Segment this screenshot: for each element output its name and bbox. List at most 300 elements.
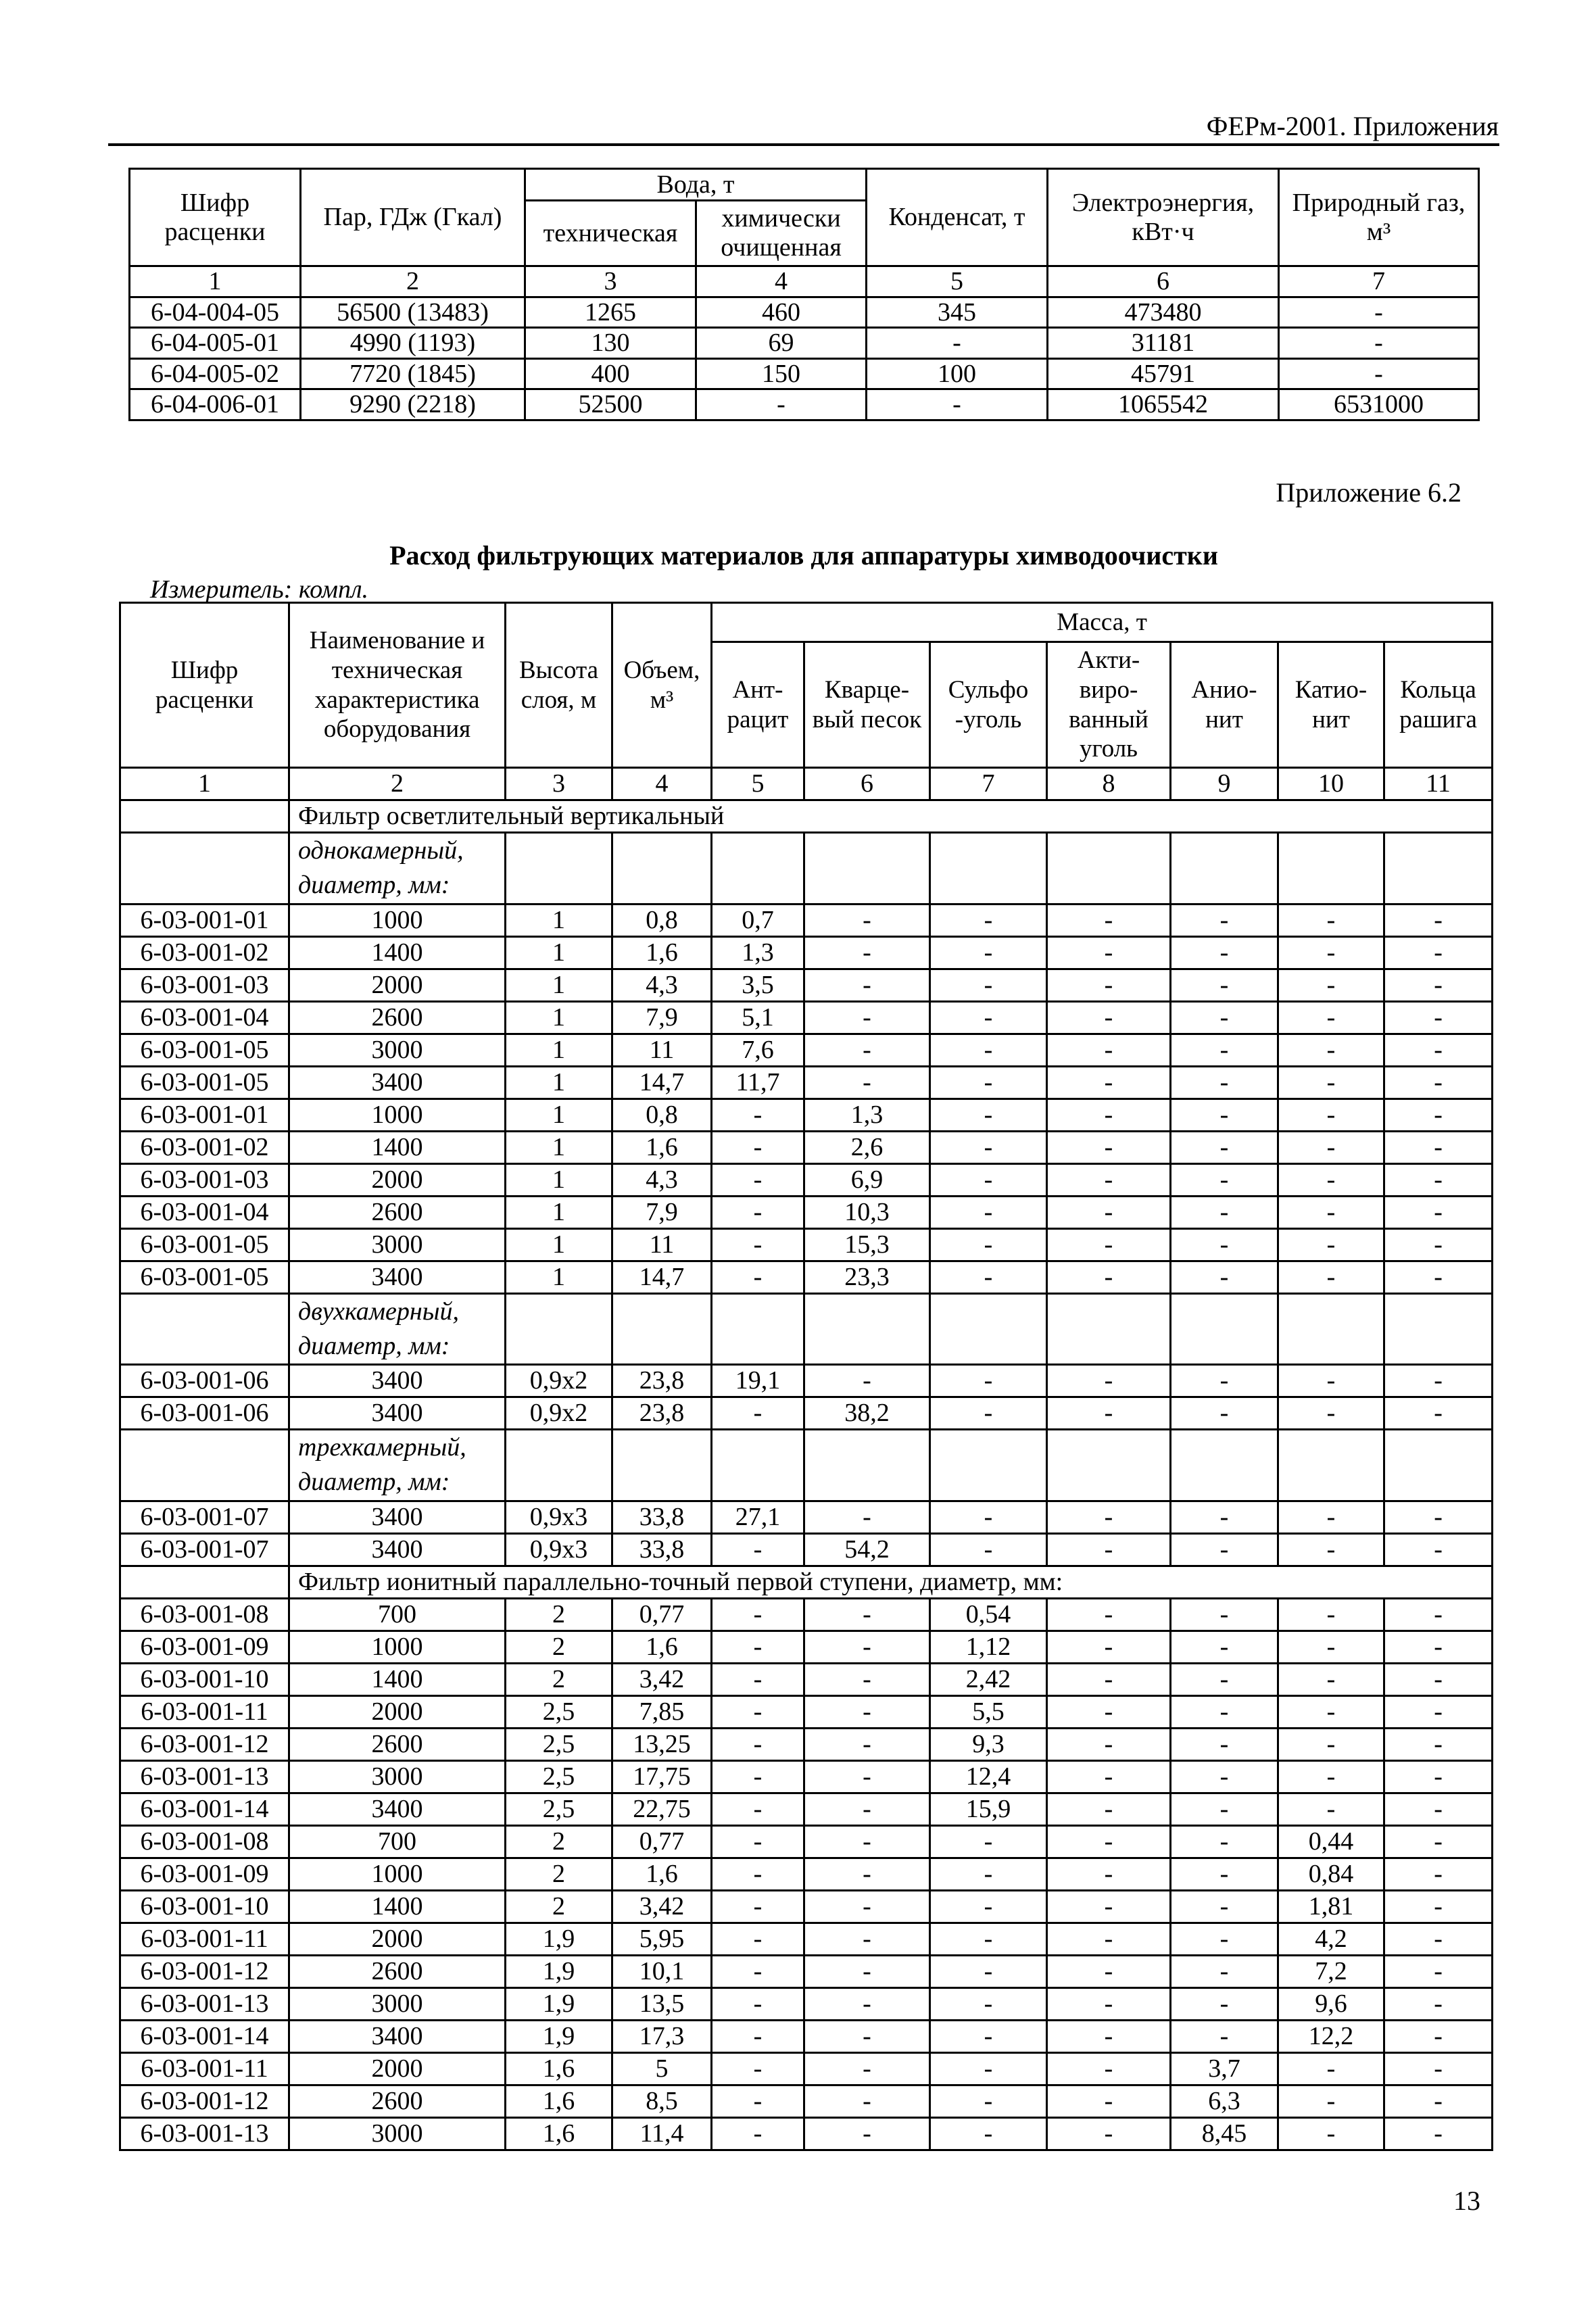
table-cell: -: [804, 1955, 930, 1987]
t2-header-sulfo: Сульфо -уголь: [930, 642, 1047, 768]
table-row: [120, 1760, 1493, 1793]
table-cell: -: [1047, 1034, 1171, 1066]
table-cell: 6-03-001-05: [120, 1034, 289, 1066]
table-cell: -: [1171, 1533, 1278, 1566]
table-cell: 1,9: [506, 1955, 612, 1987]
table-cell: 0,8: [612, 1099, 712, 1131]
table-cell: 6-03-001-07: [120, 1533, 289, 1566]
table-cell: -: [804, 1793, 930, 1825]
table-cell: [612, 1293, 712, 1365]
table-cell: -: [804, 936, 930, 969]
table-cell: -: [930, 1365, 1047, 1397]
table-cell: [506, 1293, 612, 1365]
table-cell: -: [1278, 1034, 1384, 1066]
table-cell: -: [1278, 1501, 1384, 1533]
table-cell: 15,3: [804, 1228, 930, 1261]
table-cell: -: [1047, 1695, 1171, 1728]
table-cell: 0,9x3: [506, 1501, 612, 1533]
table-cell: -: [712, 1890, 804, 1923]
t1-header-water-chem: химически очищенная: [696, 201, 867, 266]
subgroup-label: трехкамерный, диаметр, мм:: [289, 1430, 506, 1501]
table-cell: 5,1: [712, 1001, 804, 1034]
table-cell: 1,81: [1278, 1890, 1384, 1923]
table-cell: 2000: [289, 1695, 506, 1728]
table-row: [120, 1001, 1493, 1034]
t1-header-water: Вода, т: [525, 169, 867, 201]
table-cell: 1: [506, 1099, 612, 1131]
table-cell: 10,1: [612, 1955, 712, 1987]
column-number: 4: [612, 768, 712, 800]
table-cell: 3400: [289, 1261, 506, 1293]
column-number: 7: [1279, 266, 1479, 297]
table-cell: -: [1278, 1728, 1384, 1760]
table-cell: 15,9: [930, 1793, 1047, 1825]
table-cell: 9290 (2218): [301, 389, 525, 420]
table-row: [120, 969, 1493, 1001]
table-cell: -: [1047, 1501, 1171, 1533]
table-cell: [1278, 1430, 1384, 1501]
table-cell: -: [1384, 1663, 1493, 1695]
table-cell: -: [930, 1131, 1047, 1163]
table-cell: -: [712, 1825, 804, 1858]
table-cell: -: [930, 1228, 1047, 1261]
table-cell: 6-03-001-08: [120, 1598, 289, 1631]
table-row: [130, 328, 1479, 359]
table-cell: 4990 (1193): [301, 328, 525, 359]
table-row: [120, 1365, 1493, 1397]
table-cell: -: [1278, 1793, 1384, 1825]
table-cell: -: [1047, 1196, 1171, 1228]
table-cell: -: [804, 1890, 930, 1923]
table-cell: 6-03-001-14: [120, 2020, 289, 2052]
table-cell: -: [1171, 1598, 1278, 1631]
table-cell: -: [1384, 1825, 1493, 1858]
table-cell: 2600: [289, 2085, 506, 2117]
table-cell: 1,6: [612, 1858, 712, 1890]
table-cell: -: [1047, 2052, 1171, 2085]
table-cell: 6-03-001-03: [120, 1163, 289, 1196]
table-row: [120, 1987, 1493, 2020]
table-cell: 2000: [289, 969, 506, 1001]
table-cell: -: [930, 1034, 1047, 1066]
table-cell: -: [1279, 358, 1479, 389]
t2-header-cationite: Катио- нит: [1278, 642, 1384, 768]
table-cell: [804, 833, 930, 904]
table-cell: [120, 1566, 289, 1598]
table-row: [120, 1196, 1493, 1228]
table-cell: -: [804, 969, 930, 1001]
table-cell: [1278, 1293, 1384, 1365]
table-cell: 4,3: [612, 969, 712, 1001]
table-cell: 3,42: [612, 1890, 712, 1923]
table-cell: 3,5: [712, 969, 804, 1001]
table-cell: 0,7: [712, 904, 804, 936]
table-cell: 6-03-001-09: [120, 1631, 289, 1663]
table-cell: 1400: [289, 936, 506, 969]
table-cell: 2: [506, 1631, 612, 1663]
table-cell: -: [1047, 1890, 1171, 1923]
subgroup-row: [120, 1293, 1493, 1365]
table-cell: -: [712, 2020, 804, 2052]
table-cell: -: [1047, 1228, 1171, 1261]
table2-title: Расход фильтрующих материалов для аппаратуры химводоочистки: [389, 540, 1218, 571]
table-cell: -: [804, 1501, 930, 1533]
table-cell: 6-03-001-08: [120, 1825, 289, 1858]
t1-header-code: Шифр расценки: [130, 169, 301, 266]
table-cell: 22,75: [612, 1793, 712, 1825]
table-cell: 3000: [289, 1228, 506, 1261]
table-row: [120, 1533, 1493, 1566]
table-cell: 6-03-001-13: [120, 1987, 289, 2020]
table-cell: 2: [506, 1663, 612, 1695]
table-cell: [804, 1430, 930, 1501]
table-cell: 2600: [289, 1196, 506, 1228]
table-cell: 3400: [289, 1793, 506, 1825]
table-cell: -: [1047, 1365, 1171, 1397]
table-cell: 6-04-006-01: [130, 389, 301, 420]
table-cell: -: [1047, 969, 1171, 1001]
header-rule: [108, 143, 1499, 146]
table-cell: -: [867, 328, 1048, 359]
t2-header-name: Наименование и техническая характеристика оборудования: [289, 603, 506, 768]
table-cell: -: [1384, 936, 1493, 969]
table-cell: 3000: [289, 1987, 506, 2020]
table-cell: 11: [612, 1228, 712, 1261]
table-cell: 1,6: [506, 2085, 612, 2117]
table-cell: -: [1171, 1631, 1278, 1663]
table-cell: 8,45: [1171, 2117, 1278, 2150]
table-cell: [120, 1293, 289, 1365]
table-cell: -: [1171, 1890, 1278, 1923]
table-cell: -: [804, 2052, 930, 2085]
table-cell: -: [804, 1066, 930, 1099]
table-cell: 6531000: [1279, 389, 1479, 420]
table-cell: -: [930, 1397, 1047, 1430]
table-cell: 3000: [289, 1034, 506, 1066]
table-cell: -: [1047, 2020, 1171, 2052]
table-cell: 1: [506, 1066, 612, 1099]
table-cell: -: [712, 1793, 804, 1825]
t2-header-code: Шифр расценки: [120, 603, 289, 768]
table-cell: -: [1384, 969, 1493, 1001]
table-cell: -: [1278, 1533, 1384, 1566]
table-cell: [1047, 1293, 1171, 1365]
table-cell: [1047, 1430, 1171, 1501]
table-cell: 8,5: [612, 2085, 712, 2117]
table-cell: -: [1171, 1858, 1278, 1890]
table-row: [120, 1728, 1493, 1760]
section-row: [120, 800, 1493, 833]
table-row: [120, 1663, 1493, 1695]
table-cell: -: [1278, 2085, 1384, 2117]
table-cell: -: [1384, 1858, 1493, 1890]
table-cell: -: [804, 1001, 930, 1034]
table-cell: 3,7: [1171, 2052, 1278, 2085]
table-row: [120, 1501, 1493, 1533]
column-number: 2: [301, 266, 525, 297]
section-title: Фильтр осветлительный вертикальный: [289, 800, 1493, 833]
table-cell: -: [930, 1163, 1047, 1196]
table-cell: [1384, 1293, 1493, 1365]
table-cell: -: [1384, 1261, 1493, 1293]
table-row: [120, 1598, 1493, 1631]
table-cell: -: [804, 1365, 930, 1397]
t2-header-mass: Масса, т: [712, 603, 1493, 642]
table-cell: -: [930, 936, 1047, 969]
t2-header-height: Высота слоя, м: [506, 603, 612, 768]
table-cell: 7720 (1845): [301, 358, 525, 389]
table-cell: -: [1384, 1397, 1493, 1430]
table-cell: -: [1384, 904, 1493, 936]
table-cell: 12,4: [930, 1760, 1047, 1793]
table-cell: -: [1278, 1663, 1384, 1695]
table-row: [130, 358, 1479, 389]
table-cell: 400: [525, 358, 696, 389]
table-cell: 1,6: [506, 2052, 612, 2085]
table-cell: 6-03-001-06: [120, 1397, 289, 1430]
table-cell: -: [1171, 1501, 1278, 1533]
table-row: [120, 1228, 1493, 1261]
table-row: [120, 1397, 1493, 1430]
column-number: 5: [712, 768, 804, 800]
table-cell: -: [1047, 1728, 1171, 1760]
table-cell: -: [1171, 1760, 1278, 1793]
table-cell: 13,5: [612, 1987, 712, 2020]
table-cell: 2: [506, 1890, 612, 1923]
table-cell: -: [804, 1695, 930, 1728]
table-cell: [930, 833, 1047, 904]
table-cell: 56500 (13483): [301, 297, 525, 328]
table-cell: -: [712, 1631, 804, 1663]
table-cell: -: [1047, 1760, 1171, 1793]
table-cell: -: [1384, 1365, 1493, 1397]
table-cell: 7,85: [612, 1695, 712, 1728]
table-cell: 3400: [289, 1365, 506, 1397]
table-cell: -: [1384, 1001, 1493, 1034]
column-number: 5: [867, 266, 1048, 297]
column-number: 3: [525, 266, 696, 297]
table-cell: 1,9: [506, 1923, 612, 1955]
table-cell: -: [1047, 1261, 1171, 1293]
table-cell: 0,8: [612, 904, 712, 936]
table-cell: -: [712, 1533, 804, 1566]
table-cell: 1: [506, 1034, 612, 1066]
table-cell: -: [804, 2117, 930, 2150]
table-cell: 6-03-001-02: [120, 1131, 289, 1163]
table-cell: -: [1171, 2020, 1278, 2052]
table-cell: -: [1278, 936, 1384, 969]
table-cell: 1,3: [804, 1099, 930, 1131]
table-cell: -: [1171, 1728, 1278, 1760]
table-cell: -: [712, 2117, 804, 2150]
table-cell: -: [804, 1825, 930, 1858]
table-cell: -: [1278, 904, 1384, 936]
t1-header-steam: Пар, ГДж (Гкал): [301, 169, 525, 266]
table-cell: -: [1384, 1034, 1493, 1066]
table-cell: 17,3: [612, 2020, 712, 2052]
section-row: [120, 1566, 1493, 1598]
table-cell: -: [1384, 1598, 1493, 1631]
table-cell: -: [804, 1631, 930, 1663]
t2-column-numbers: [120, 768, 1493, 800]
table-cell: 7,9: [612, 1001, 712, 1034]
table-cell: -: [1171, 904, 1278, 936]
table-cell: -: [804, 1987, 930, 2020]
table-cell: -: [930, 1099, 1047, 1131]
table-cell: -: [1047, 1099, 1171, 1131]
table-cell: 460: [696, 297, 867, 328]
table-row: [120, 1955, 1493, 1987]
table-cell: -: [1384, 1760, 1493, 1793]
table-cell: -: [1047, 904, 1171, 936]
table-cell: -: [1384, 1196, 1493, 1228]
table-cell: 1,6: [612, 1131, 712, 1163]
measure-unit: Измеритель: компл.: [150, 575, 369, 604]
table-cell: -: [1171, 1793, 1278, 1825]
table-cell: -: [930, 1858, 1047, 1890]
table-cell: 5,5: [930, 1695, 1047, 1728]
table-cell: -: [1278, 1196, 1384, 1228]
section-title: Фильтр ионитный параллельно-точный первой ступени, диаметр, мм:: [289, 1566, 1493, 1598]
table-cell: -: [1047, 1923, 1171, 1955]
table-cell: -: [930, 1825, 1047, 1858]
table-cell: 14,7: [612, 1066, 712, 1099]
table-cell: [1171, 1293, 1278, 1365]
table-cell: -: [1171, 1923, 1278, 1955]
table-cell: 3400: [289, 1066, 506, 1099]
table-cell: -: [1047, 936, 1171, 969]
table-cell: -: [712, 2085, 804, 2117]
table-cell: 6-03-001-07: [120, 1501, 289, 1533]
table-cell: 6-03-001-02: [120, 936, 289, 969]
table-row: [120, 2020, 1493, 2052]
table-cell: -: [1047, 1793, 1171, 1825]
table-cell: -: [1047, 1001, 1171, 1034]
column-number: 11: [1384, 768, 1493, 800]
table-cell: 12,2: [1278, 2020, 1384, 2052]
table-cell: -: [930, 2052, 1047, 2085]
table-cell: -: [1384, 1728, 1493, 1760]
table-cell: 6-03-001-01: [120, 1099, 289, 1131]
table-cell: -: [1171, 1825, 1278, 1858]
table-cell: -: [1171, 1663, 1278, 1695]
table-cell: 6-04-005-01: [130, 328, 301, 359]
table-cell: [712, 1430, 804, 1501]
table-cell: -: [1279, 297, 1479, 328]
table-cell: 52500: [525, 389, 696, 420]
t1-header-water-tech: техническая: [525, 201, 696, 266]
table-cell: -: [1384, 2020, 1493, 2052]
table-cell: -: [930, 1501, 1047, 1533]
table-cell: -: [1171, 1365, 1278, 1397]
table-cell: -: [712, 1987, 804, 2020]
subgroup-row: [120, 1430, 1493, 1501]
table-cell: 0,77: [612, 1825, 712, 1858]
table-cell: 54,2: [804, 1533, 930, 1566]
table-cell: 130: [525, 328, 696, 359]
table-cell: -: [930, 1890, 1047, 1923]
subgroup-row: [120, 833, 1493, 904]
table-cell: 6-03-001-13: [120, 2117, 289, 2150]
table-cell: 1,9: [506, 1987, 612, 2020]
table-cell: -: [1171, 969, 1278, 1001]
table-cell: 6-03-001-10: [120, 1890, 289, 1923]
table-cell: 1,6: [506, 2117, 612, 2150]
table-row: [120, 1066, 1493, 1099]
subgroup-label: однокамерный, диаметр, мм:: [289, 833, 506, 904]
table-cell: -: [1384, 1066, 1493, 1099]
table-cell: -: [804, 1728, 930, 1760]
table-cell: 6-03-001-11: [120, 1695, 289, 1728]
table-cell: 6-03-001-01: [120, 904, 289, 936]
table-cell: -: [930, 969, 1047, 1001]
utilities-table: [128, 168, 1480, 421]
table-cell: -: [930, 1001, 1047, 1034]
table-cell: 0,84: [1278, 1858, 1384, 1890]
table-cell: -: [930, 1533, 1047, 1566]
table-cell: 6-03-001-05: [120, 1066, 289, 1099]
table-cell: -: [1384, 1631, 1493, 1663]
table-cell: 1: [506, 904, 612, 936]
table-cell: 1: [506, 1196, 612, 1228]
table-cell: 1: [506, 936, 612, 969]
table-cell: 17,75: [612, 1760, 712, 1793]
table-cell: [1278, 833, 1384, 904]
table-row: [120, 1695, 1493, 1728]
table-cell: 11: [612, 1034, 712, 1066]
t2-header-activated: Акти- виро- ванный уголь: [1047, 642, 1171, 768]
table-cell: -: [1384, 1793, 1493, 1825]
table-cell: 1400: [289, 1890, 506, 1923]
table-cell: [506, 1430, 612, 1501]
table-cell: -: [1278, 1695, 1384, 1728]
table-cell: 6-03-001-05: [120, 1228, 289, 1261]
table-cell: -: [1384, 1099, 1493, 1131]
table-cell: 45791: [1048, 358, 1279, 389]
table-cell: -: [930, 2085, 1047, 2117]
table-cell: -: [1171, 1099, 1278, 1131]
t2-header-raschig: Кольца рашига: [1384, 642, 1493, 768]
table-row: [120, 1793, 1493, 1825]
table-cell: -: [712, 1923, 804, 1955]
table-cell: [506, 833, 612, 904]
table-cell: -: [1171, 936, 1278, 969]
table-cell: 6-03-001-04: [120, 1196, 289, 1228]
table-row: [120, 1890, 1493, 1923]
table-cell: 23,3: [804, 1261, 930, 1293]
column-number: 6: [1048, 266, 1279, 297]
table-cell: -: [1278, 969, 1384, 1001]
t1-column-numbers: [130, 266, 1479, 297]
table-cell: 3400: [289, 1397, 506, 1430]
table-cell: -: [712, 1228, 804, 1261]
table-row: [130, 389, 1479, 420]
table-cell: 33,8: [612, 1501, 712, 1533]
table-cell: 1000: [289, 904, 506, 936]
table-cell: -: [712, 2052, 804, 2085]
t2-header-quartz: Кварце- вый песок: [804, 642, 930, 768]
table-cell: -: [930, 1923, 1047, 1955]
table-cell: -: [867, 389, 1048, 420]
table-cell: 5,95: [612, 1923, 712, 1955]
table-cell: -: [1047, 1163, 1171, 1196]
table-cell: 3400: [289, 1533, 506, 1566]
table-cell: 1400: [289, 1131, 506, 1163]
table-cell: -: [1047, 1533, 1171, 1566]
table-cell: 6-03-001-11: [120, 2052, 289, 2085]
table-cell: 23,8: [612, 1397, 712, 1430]
table-cell: -: [712, 1695, 804, 1728]
